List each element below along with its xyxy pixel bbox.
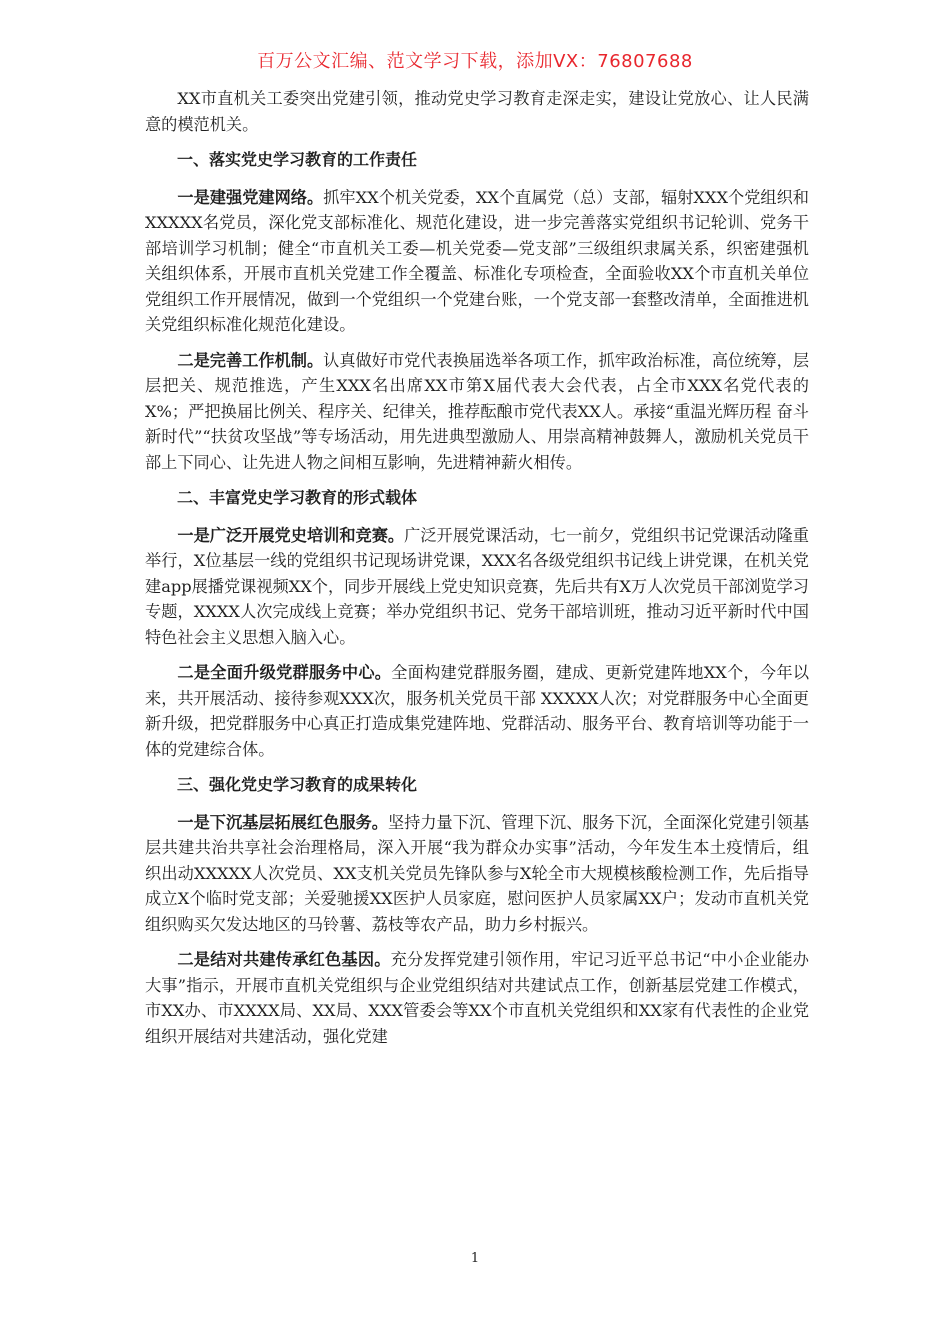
paragraph-lead: 二是结对共建传承红色基因。 xyxy=(177,950,391,969)
promo-banner: 百万公文汇编、范文学习下载，添加VX：76807688 xyxy=(257,51,693,72)
body-paragraph xyxy=(145,348,809,476)
paragraph-text: 坚持力量下沉、管理下沉、服务下沉，全面深化党建引领基层共建共治共享社会治理格局，深入开展“我为群众办实事”活动，今年发生本土疫情后，组织出动XXXXX人次党员、XX支机关党员先锋队参与X轮全市大规模核酸检测工作，先后指导成立X个临时党支部；关爱驰援XX医护人员家庭，慰问医护人员家属XX户；发动市直机关党组织购买欠发达地区的马铃薯、荔枝等农产品，助力乡村振兴。 xyxy=(145,812,810,934)
paragraph-text: 抓牢XX个机关党委，XX个直属党（总）支部，辐射XXX个党组织和XXXXX名党员，深化党支部标准化、规范化建设，进一步完善落实党组织书记轮训、党务干部培训学习机制；健全“市直机关工委—机关党委—党支部”三级组织隶属关系，织密建强机关组织体系，开展市直机关党建工作全覆盖、标准化专项检查，全面验收XX个市直机关单位党组织工作开展情况，做到一个党组织一个党建台账，一个党支部一套整改清单，全面推进机关党组织标准化规范化建设。 xyxy=(145,187,809,334)
section-heading: 一、落实党史学习教育的工作责任 xyxy=(177,150,418,169)
paragraph-lead: 二是全面升级党群服务中心。 xyxy=(177,663,392,682)
paragraph-lead: 二是完善工作机制。 xyxy=(177,350,324,370)
document-body xyxy=(145,86,809,1059)
paragraph-lead: 一是建强党建网络。 xyxy=(177,187,324,207)
page-number: 1 xyxy=(470,1251,480,1266)
body-paragraph xyxy=(145,810,809,938)
body-paragraph xyxy=(145,185,809,338)
body-paragraph xyxy=(145,947,809,1049)
intro-paragraph: XX市直机关工委突出党建引领，推动党史学习教育走深走实，建设让党放心、让人民满意的模范机关。 xyxy=(145,89,809,134)
paragraph-lead: 一是广泛开展党史培训和竞赛。 xyxy=(177,525,405,545)
paragraph-text: 认真做好市党代表换届选举各项工作，抓牢政治标准，高位统筹，层层把关、规范推选，产生XXX名出席XX市第X届代表大会代表，占全市XXX名党代表的X%；严把换届比例关、程序关、纪律关，推荐酝酿市党代表XX人。承接“重温光辉历程 奋斗新时代”“扶贫攻坚战”等专场活动，用先进典型激励人、用崇高精神鼓舞人，激励机关党员干部上下同心、让先进人物之间相互影响，先进精神薪火相传。 xyxy=(145,350,810,472)
paragraph-text: 广泛开展党课活动，七一前夕，党组织书记党课活动隆重举行，X位基层一线的党组织书记现场讲党课，XXX名各级党组织书记线上讲党课，在机关党建app展播党课视频XX个，同步开展线上党史知识竞赛，先后共有X万人次党员干部浏览学习专题，XXXX人次完成线上竞赛；举办党组织书记、党务干部培训班，推动习近平新时代中国特色社会主义思想入脑入心。 xyxy=(145,525,809,647)
section-heading: 三、强化党史学习教育的成果转化 xyxy=(177,775,418,794)
paragraph-text: 充分发挥党建引领作用，牢记习近平总书记“中小企业能办大事”指示，开展市直机关党组织与企业党组织结对共建试点工作，创新基层党建工作模式，市XX办、市XXXX局、XX局、XXX管委会等XX个市直机关党组织和XX家有代表性的企业党组织开展结对共建活动，强化党建 xyxy=(145,950,809,1046)
paragraph-text: 全面构建党群服务圈，建成、更新党建阵地XX个，今年以来，共开展活动、接待参观XXX次，服务机关党员干部 XXXXX人次；对党群服务中心全面更新升级，把党群服务中心真正打造成集党建阵地、党群活动、服务平台、教育培训等功能于一体的党建综合体。 xyxy=(145,663,810,759)
section-heading: 二、丰富党史学习教育的形式载体 xyxy=(177,488,418,507)
body-paragraph xyxy=(145,660,809,762)
paragraph-lead: 一是下沉基层拓展红色服务。 xyxy=(177,812,388,832)
body-paragraph xyxy=(145,523,809,651)
